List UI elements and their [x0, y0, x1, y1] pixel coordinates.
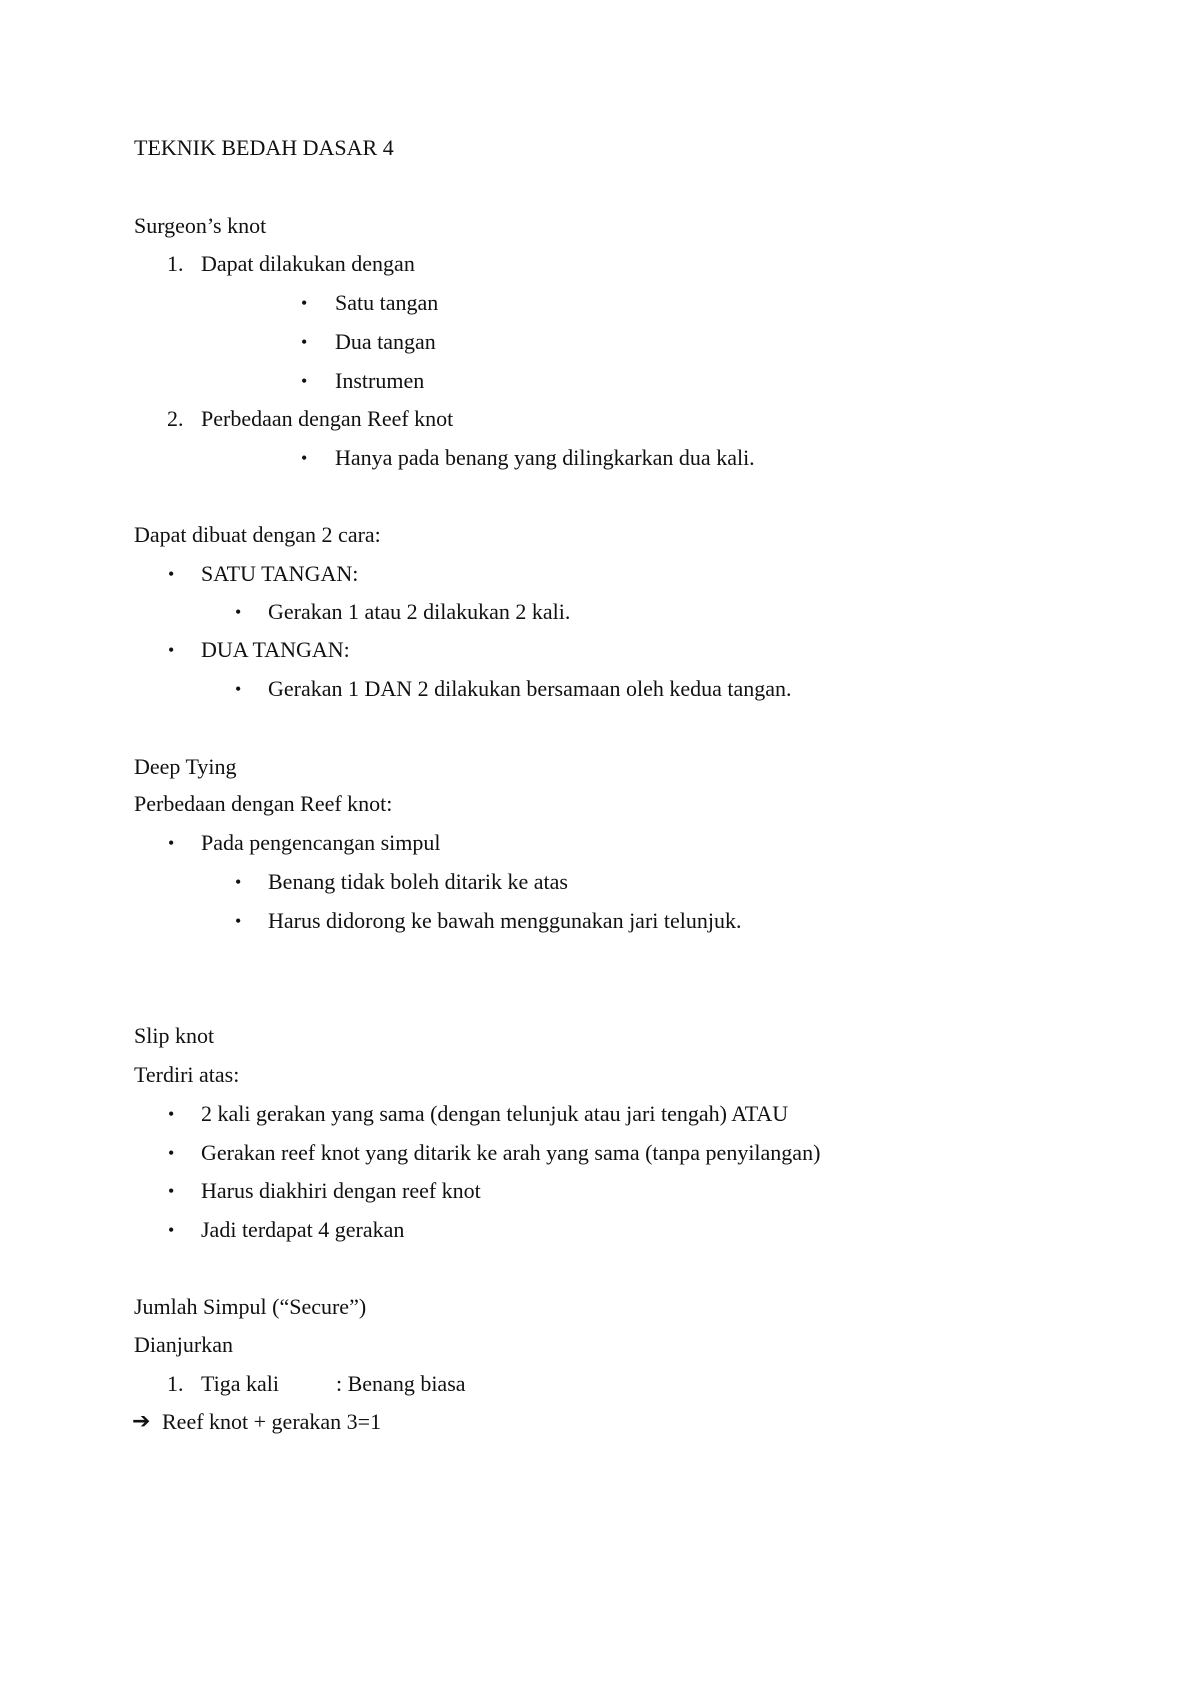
list-item: Jadi terdapat 4 gerakan	[201, 1217, 405, 1242]
list-item: Dapat dilakukan dengan	[201, 251, 415, 276]
bullet-icon: •	[168, 1220, 175, 1240]
bullet-icon: •	[301, 332, 308, 352]
section-heading-deep-tying: Deep Tying	[134, 754, 237, 779]
list-item: DUA TANGAN:	[201, 637, 350, 662]
section-heading-jumlah-simpul: Jumlah Simpul (“Secure”)	[134, 1294, 367, 1319]
section-subheading: Terdiri atas:	[134, 1062, 240, 1087]
list-item: Gerakan 1 DAN 2 dilakukan bersamaan oleh kedua tangan.	[268, 676, 792, 701]
bullet-icon: •	[301, 371, 308, 391]
list-item-value: : Benang biasa	[336, 1371, 466, 1396]
list-item: Gerakan reef knot yang ditarik ke arah yang sama (tanpa penyilangan)	[201, 1140, 821, 1165]
section-heading-cara: Dapat dibuat dengan 2 cara:	[134, 522, 381, 547]
document-title: TEKNIK BEDAH DASAR 4	[134, 135, 394, 160]
list-item: Dua tangan	[335, 329, 436, 354]
list-item: Gerakan 1 atau 2 dilakukan 2 kali.	[268, 599, 571, 624]
list-item: Instrumen	[335, 368, 425, 393]
arrow-note: Reef knot + gerakan 3=1	[162, 1409, 382, 1434]
bullet-icon: •	[168, 564, 175, 584]
list-number: 1.	[167, 251, 184, 276]
section-subheading: Perbedaan dengan Reef knot:	[134, 791, 393, 816]
list-item: Hanya pada benang yang dilingkarkan dua kali.	[335, 445, 755, 470]
bullet-icon: •	[168, 640, 175, 660]
list-item: Satu tangan	[335, 290, 439, 315]
list-item-label: Tiga kali	[201, 1371, 280, 1396]
bullet-icon: •	[235, 679, 242, 699]
bullet-icon: •	[235, 911, 242, 931]
right-arrow-icon: ➔	[132, 1409, 151, 1434]
list-number: 1.	[167, 1371, 184, 1396]
list-item: Pada pengencangan simpul	[201, 830, 441, 855]
section-heading-surgeons-knot: Surgeon’s knot	[134, 213, 267, 238]
bullet-icon: •	[168, 1143, 175, 1163]
bullet-icon: •	[168, 1104, 175, 1124]
list-number: 2.	[167, 406, 184, 431]
list-item: Perbedaan dengan Reef knot	[201, 406, 454, 431]
list-item: Harus didorong ke bawah menggunakan jari telunjuk.	[268, 908, 742, 933]
list-item: Harus diakhiri dengan reef knot	[201, 1178, 481, 1203]
bullet-icon: •	[235, 872, 242, 892]
list-item: 2 kali gerakan yang sama (dengan telunjuk atau jari tengah) ATAU	[201, 1101, 789, 1126]
bullet-icon: •	[168, 833, 175, 853]
section-heading-slip-knot: Slip knot	[134, 1023, 215, 1048]
section-subheading: Dianjurkan	[134, 1332, 233, 1357]
list-item: Benang tidak boleh ditarik ke atas	[268, 869, 568, 894]
bullet-icon: •	[301, 293, 308, 313]
bullet-icon: •	[301, 448, 308, 468]
list-item: SATU TANGAN:	[201, 561, 359, 586]
bullet-icon: •	[168, 1181, 175, 1201]
bullet-icon: •	[235, 602, 242, 622]
